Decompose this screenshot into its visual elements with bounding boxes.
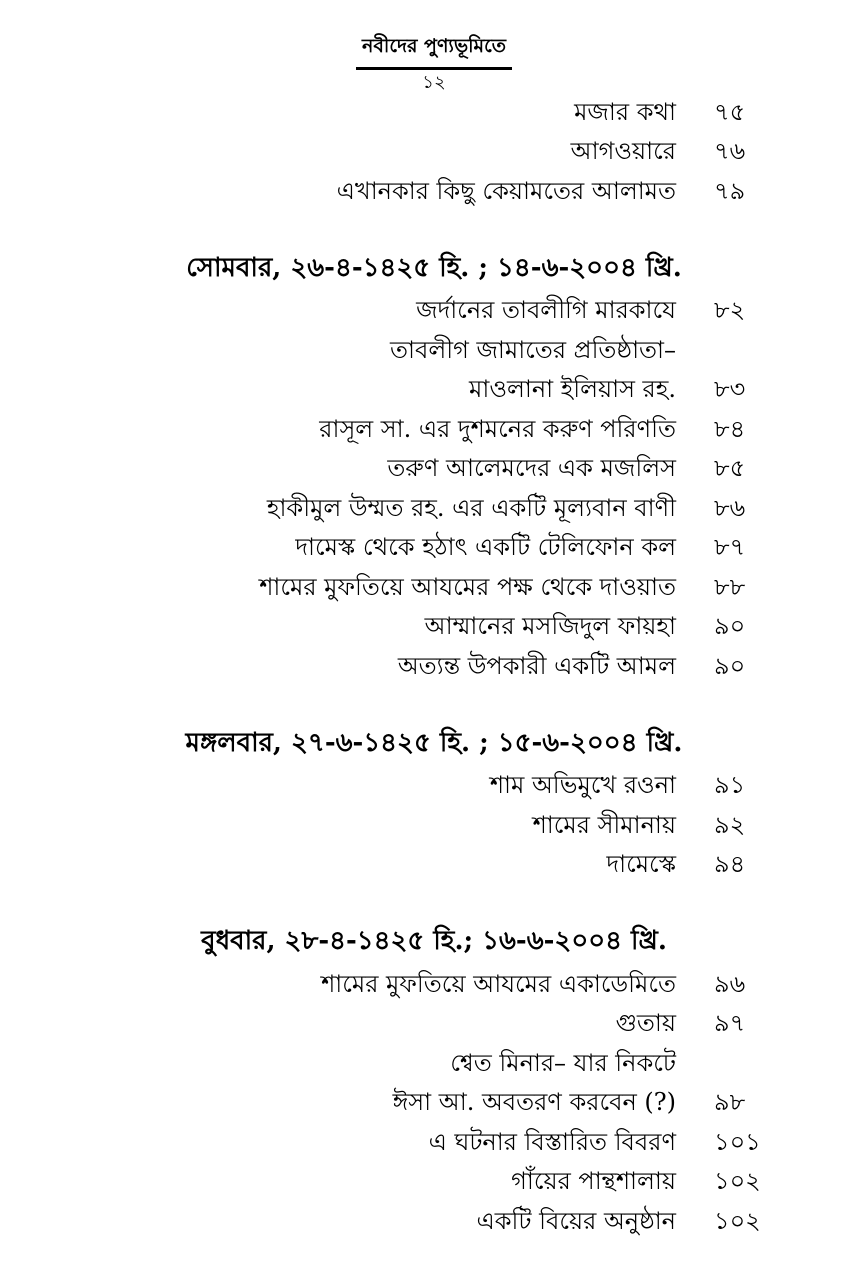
toc-entry bbox=[0, 850, 868, 893]
section-heading-wednesday bbox=[0, 912, 868, 972]
entry-page: ৯০ bbox=[714, 651, 746, 680]
entry-title: আম্মানের মসজিদুল ফায়হা bbox=[424, 612, 676, 640]
entry-page: ৯২ bbox=[714, 810, 746, 839]
entry-title: তাবলীগ জামাতের প্রতিষ্ঠাতা– bbox=[390, 335, 676, 364]
table-of-contents bbox=[0, 97, 868, 1249]
entry-title: অত্যন্ত উপকারী একটি আমল bbox=[397, 651, 676, 680]
entry-page: ৯০ bbox=[714, 612, 746, 640]
entry-title: হাকীমুল উম্মত রহ. এর একটি মূল্যবান বাণী bbox=[266, 493, 676, 522]
entry-page: ৮৩ bbox=[714, 375, 746, 403]
entry-page: ৯৮ bbox=[714, 1088, 746, 1116]
entry-page: ৮৬ bbox=[714, 493, 746, 522]
entry-title: আগওয়ারে bbox=[570, 137, 676, 165]
entry-title: দামেস্কে bbox=[606, 850, 676, 878]
page-number: ১২ bbox=[422, 72, 446, 93]
entry-title: জর্দানের তাবলীগি মারকাযে bbox=[416, 296, 676, 324]
entry-page: ৮২ bbox=[714, 296, 746, 324]
entry-page: ১০১ bbox=[714, 1127, 761, 1156]
book-title: নবীদের পুণ্যভূমিতে bbox=[356, 32, 512, 70]
entry-page: ৯৬ bbox=[714, 969, 746, 998]
toc-entry bbox=[0, 1009, 868, 1052]
section-date: বুধবার, ২৮-৪-১৪২৫ হি.; ১৬-৬-২০০৪ খ্রি. bbox=[201, 926, 667, 956]
entry-page: ৮৭ bbox=[714, 533, 746, 561]
running-header bbox=[0, 32, 868, 99]
entry-page: ৯৪ bbox=[714, 850, 746, 878]
entry-title: ঈসা আ. অবতরণ করবেন (?) bbox=[392, 1088, 676, 1116]
entry-page: ৮৮ bbox=[714, 572, 746, 601]
section-date: সোমবার, ২৬-৪-১৪২৫ হি. ; ১৪-৬-২০০৪ খ্রি. bbox=[186, 252, 682, 283]
toc-entry bbox=[0, 1206, 868, 1249]
entry-page: ৯৭ bbox=[714, 1009, 746, 1037]
entry-title: শ্বেত মিনার– যার নিকটে bbox=[450, 1048, 676, 1077]
entry-title: দামেস্ক থেকে হঠাৎ একটি টেলিফোন কল bbox=[295, 533, 676, 561]
entry-page: ৮৪ bbox=[714, 414, 746, 443]
entry-title: শাম অভিমুখে রওনা bbox=[489, 771, 676, 799]
section-heading-monday bbox=[0, 239, 868, 299]
entry-title: এখানকার কিছু কেয়ামতের আলামত bbox=[336, 176, 676, 205]
toc-entry bbox=[0, 651, 868, 694]
entry-title: রাসূল সা. এর দুশমনের করুণ পরিণতি bbox=[319, 414, 676, 443]
entry-title: একটি বিয়ের অনুষ্ঠান bbox=[476, 1206, 676, 1235]
entry-title: গুতায় bbox=[615, 1009, 676, 1037]
entry-title: মজার কথা bbox=[574, 97, 676, 126]
entry-page: ১০২ bbox=[714, 1167, 761, 1195]
entry-page: ৭৬ bbox=[714, 137, 746, 165]
entry-title: গাঁয়ের পান্থশালায় bbox=[511, 1167, 676, 1195]
entry-page: ৯১ bbox=[714, 771, 746, 799]
entry-title: এ ঘটনার বিস্তারিত বিবরণ bbox=[428, 1127, 676, 1156]
entry-page: ৭৫ bbox=[714, 97, 746, 126]
entry-title: শামের মুফতিয়ে আযমের পক্ষ থেকে দাওয়াত bbox=[259, 572, 676, 601]
entry-title: শামের মুফতিয়ে আযমের একাডেমিতে bbox=[321, 969, 676, 998]
entry-page: ৭৯ bbox=[714, 176, 746, 205]
entry-title: শামের সীমানায় bbox=[532, 810, 676, 839]
toc-entry bbox=[0, 176, 868, 219]
entry-title: মাওলানা ইলিয়াস রহ. bbox=[469, 375, 676, 403]
entry-page: ১০২ bbox=[714, 1206, 761, 1235]
entry-page: ৮৫ bbox=[714, 454, 746, 482]
entry-title: তরুণ আলেমদের এক মজলিস bbox=[387, 454, 676, 482]
section-heading-tuesday bbox=[0, 714, 868, 774]
section-date: মঙ্গলবার, ২৭-৬-১৪২৫ হি. ; ১৫-৬-২০০৪ খ্রি. bbox=[185, 727, 683, 758]
